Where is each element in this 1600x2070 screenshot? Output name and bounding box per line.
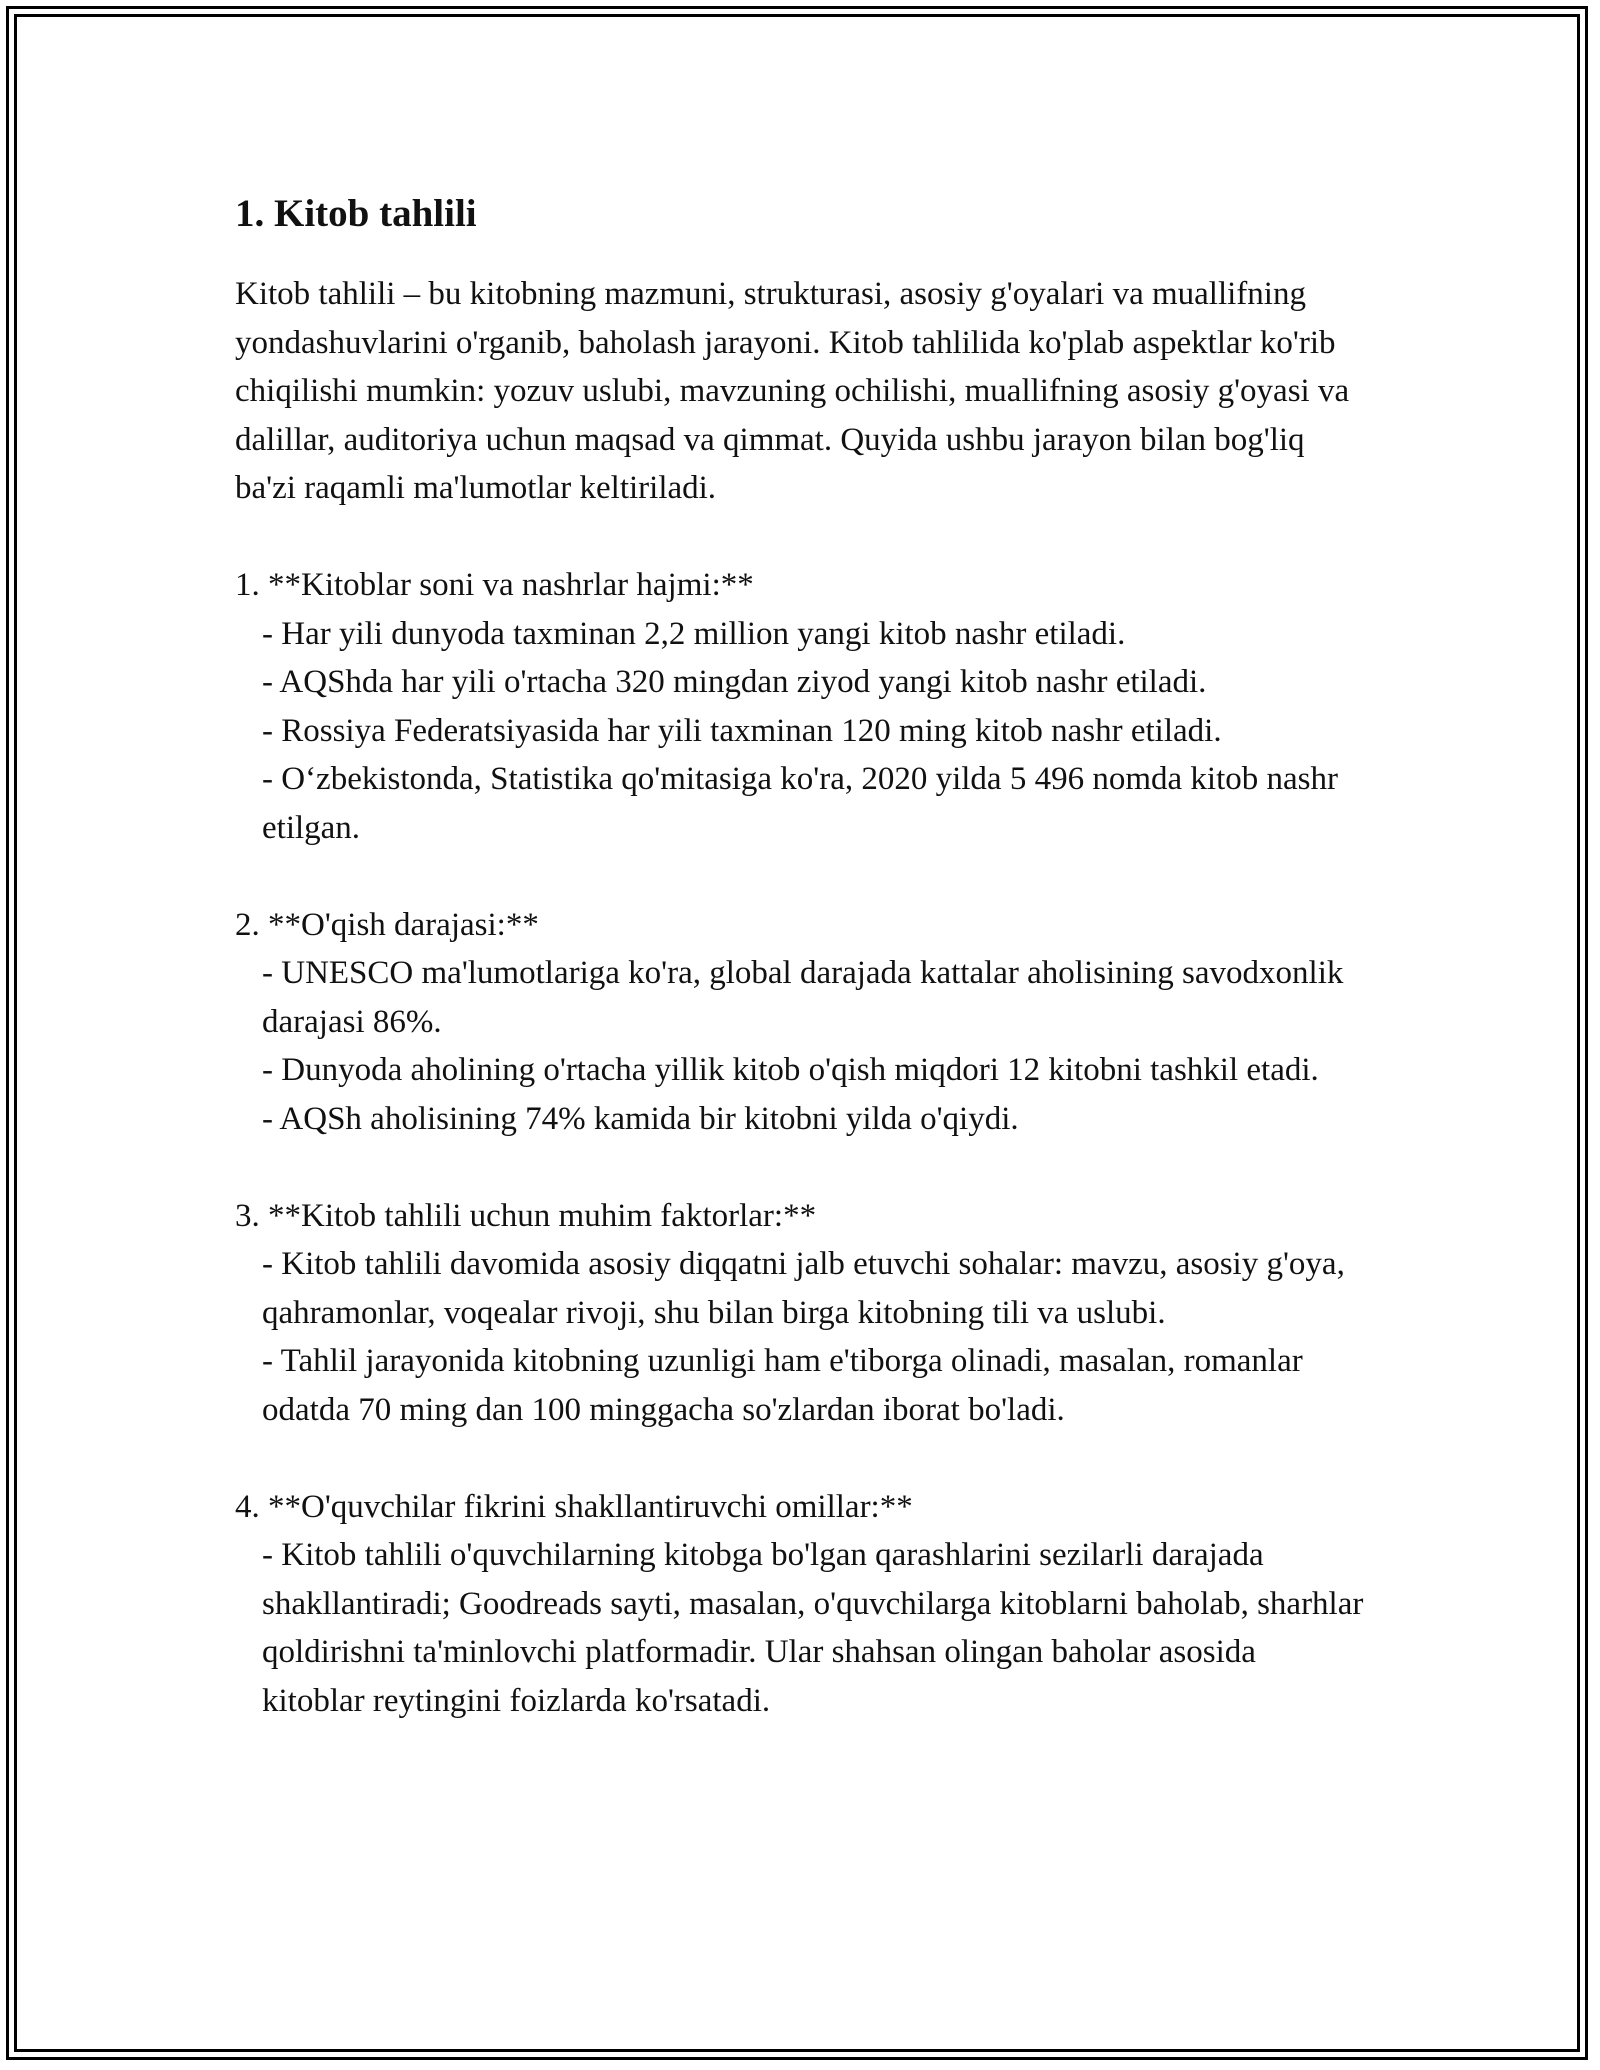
- section-1-item: - Rossiya Federatsiyasida har yili taxminan 120 ming kitob nashr etiladi.: [262, 712, 1222, 749]
- intro-paragraph: Kitob tahlili – bu kitobning mazmuni, strukturasi, asosiy g'oyalari va muallifning yondashuvlarini o'rganib, baholash jarayoni. Kitob tahlilida ko'plab aspektlar ko'rib chiqilishi mumkin: yozuv uslubi, mavzuning ochilishi, muallifning asosiy g'oyasi va dalillar, auditoriya uchun maqsad va qimmat. Quyida ushbu jarayon bilan bog'liq ba'zi raqamli ma'lumotlar keltiriladi.: [235, 276, 1350, 506]
- document-body: [235, 186, 1365, 1725]
- spacer: [235, 513, 1365, 562]
- section-1-item: - O‘zbekistonda, Statistika qo'mitasiga ko'ra, 2020 yilda 5 496 nomda kitob nashr etilgan.: [262, 761, 1338, 846]
- section-3-item: - Tahlil jarayonida kitobning uzunligi ham e'tiborga olinadi, masalan, romanlar odatda 70 ming dan 100 minggacha so'zlardan iborat bo'ladi.: [262, 1343, 1303, 1428]
- spacer: [235, 852, 1365, 901]
- spacer: [235, 1143, 1365, 1192]
- section-3-heading: 3. **Kitob tahlili uchun muhim faktorlar:**: [235, 1197, 817, 1234]
- spacer: [235, 1434, 1365, 1483]
- section-2-item: - Dunyoda aholining o'rtacha yillik kitob o'qish miqdori 12 kitobni tashkil etadi.: [262, 1052, 1319, 1088]
- section-2-item: - AQSh aholisining 74% kamida bir kitobni yilda o'qiydi.: [262, 1100, 1019, 1137]
- section-4-heading: 4. **O'quvchilar fikrini shakllantiruvchi omillar:**: [235, 1488, 913, 1525]
- section-4-item: - Kitob tahlili o'quvchilarning kitobga bo'lgan qarashlarini sezilarli darajada shakllantiradi; Goodreads sayti, masalan, o'quvchilarga kitoblarni baholab, sharhlar qoldirishni ta'minlovchi platformadir. Ular shahsan olingan baholar asosida kitoblar reytingini foizlarda ko'rsatadi.: [262, 1537, 1364, 1719]
- section-1-item: - AQShda har yili o'rtacha 320 mingdan ziyod yangi kitob nashr etiladi.: [262, 664, 1207, 700]
- section-1-heading: 1. **Kitoblar soni va nashrlar hajmi:**: [235, 567, 754, 603]
- section-3-item: - Kitob tahlili davomida asosiy diqqatni jalb etuvchi sohalar: mavzu, asosiy g'oya, qahramonlar, voqealar rivoji, shu bilan birga kitobning tili va uslubi.: [262, 1246, 1345, 1331]
- section-2-item: - UNESCO ma'lumotlariga ko'ra, global darajada kattalar aholisining savodxonlik darajasi 86%.: [262, 955, 1344, 1040]
- document-title: 1. Kitob tahlili: [235, 192, 477, 235]
- section-1-item: - Har yili dunyoda taxminan 2,2 million yangi kitob nashr etiladi.: [262, 615, 1126, 652]
- section-2-heading: 2. **O'qish darajasi:**: [235, 906, 539, 943]
